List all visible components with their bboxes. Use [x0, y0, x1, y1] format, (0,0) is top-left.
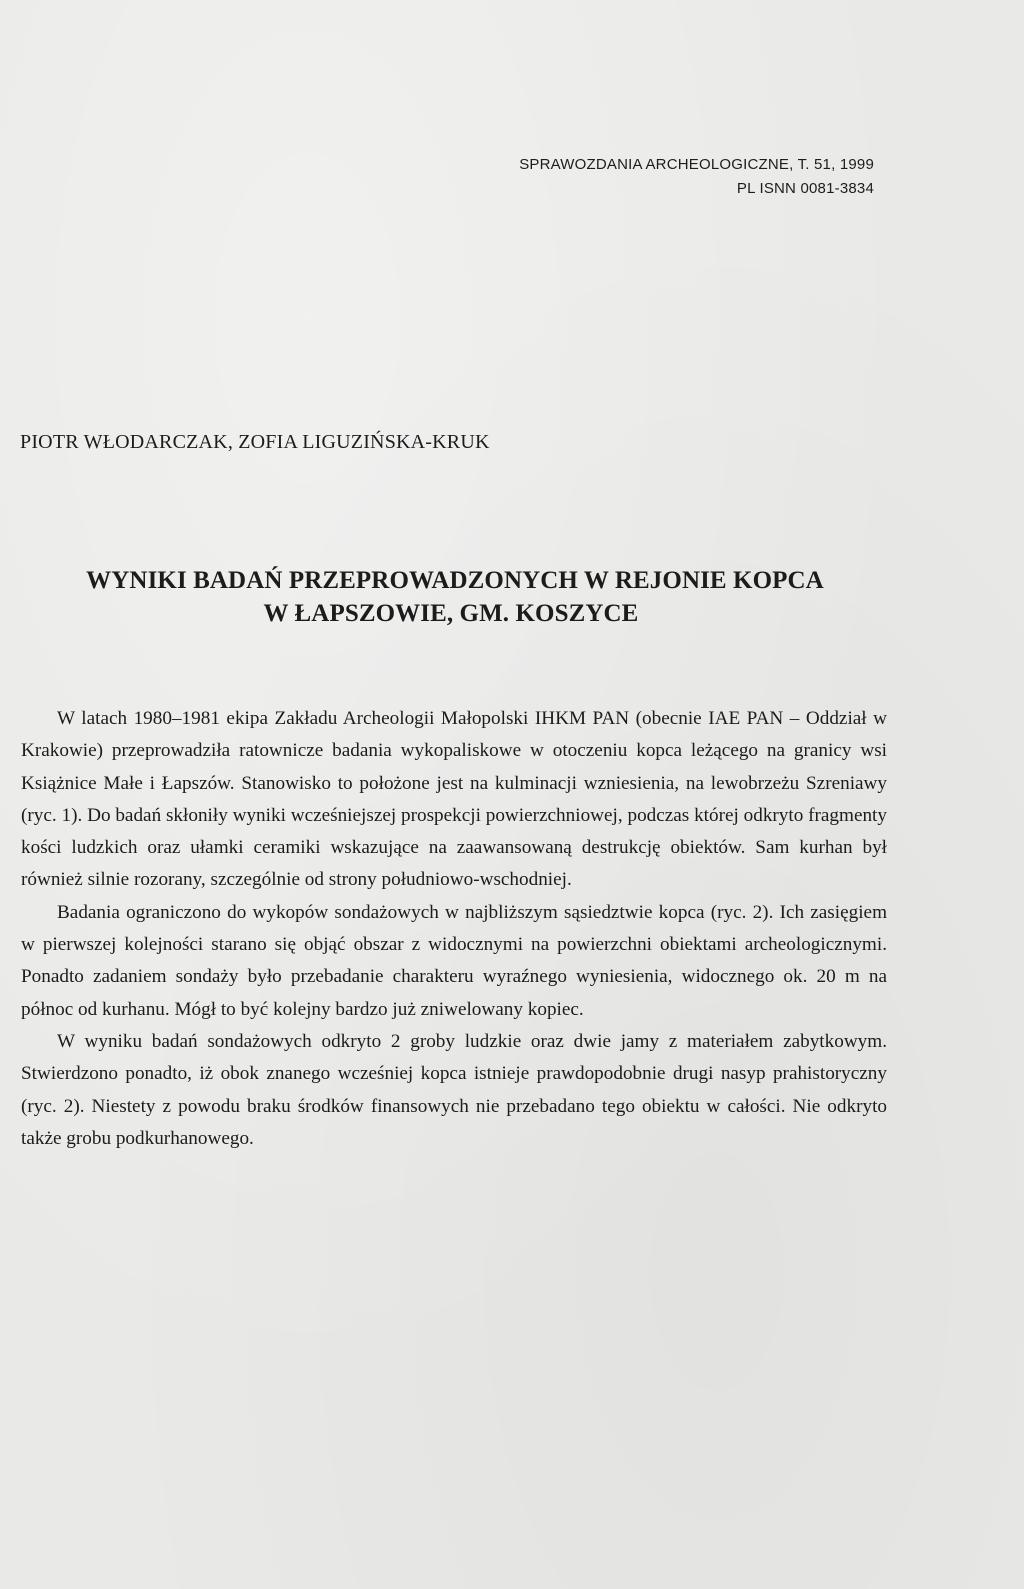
article-title-line-1: WYNIKI BADAŃ PRZEPROWADZONYCH W REJONIE KOPCA	[86, 567, 824, 594]
journal-citation: SPRAWOZDANIA ARCHEOLOGICZNE, T. 51, 1999	[519, 156, 874, 173]
body-paragraph-1: W latach 1980–1981 ekipa Zakładu Archeologii Małopolski IHKM PAN (obecnie IAE PAN – Oddział w Krakowie) przeprowadziła ratownicze badania wykopaliskowe w otoczeniu kopca leżącego na granicy wsi Książnice Małe i Łapszów. Stanowisko to położone jest na kulminacji wzniesienia, na lewobrzeżu Szreniawy (ryc. 1). Do badań skłoniły wyniki wcześniejszej prospekcji powierzchniowej, podczas której odkryto fragmenty kości ludzkich oraz ułamki ceramiki wskazujące na zaawansowaną destrukcję obiektów. Sam kurhan był również silnie rozorany, szczególnie od strony południowo-wschodniej.	[21, 708, 887, 891]
article-title-line-2: W ŁAPSZOWIE, GM. KOSZYCE	[263, 600, 639, 627]
article-body	[21, 703, 887, 1155]
body-paragraph-2: Badania ograniczono do wykopów sondażowych w najbliższym sąsiedztwie kopca (ryc. 2). Ich zasięgiem w pierwszej kolejności starano się objąć obszar z widocznymi na powierzchni obiektami archeologicznymi. Ponadto zadaniem sondaży było przebadanie charakteru wyraźnego wyniesienia, widocznego ok. 20 m na północ od kurhanu. Mógł to być kolejny bardzo już zniwelowany kopiec.	[21, 901, 887, 1020]
article-authors: PIOTR WŁODARCZAK, ZOFIA LIGUZIŃSKA-KRUK	[20, 431, 490, 453]
body-paragraph-3: W wyniku badań sondażowych odkryto 2 groby ludzkie oraz dwie jamy z materiałem zabytkowym. Stwierdzono ponadto, iż obok znanego wcześniej kopca istnieje prawdopodobnie drugi nasyp prahistoryczny (ryc. 2). Niestety z powodu braku środków finansowych nie przebadano tego obiektu w całości. Nie odkryto także grobu podkurhanowego.	[21, 1030, 887, 1149]
journal-issn: PL ISNN 0081-3834	[736, 180, 874, 197]
